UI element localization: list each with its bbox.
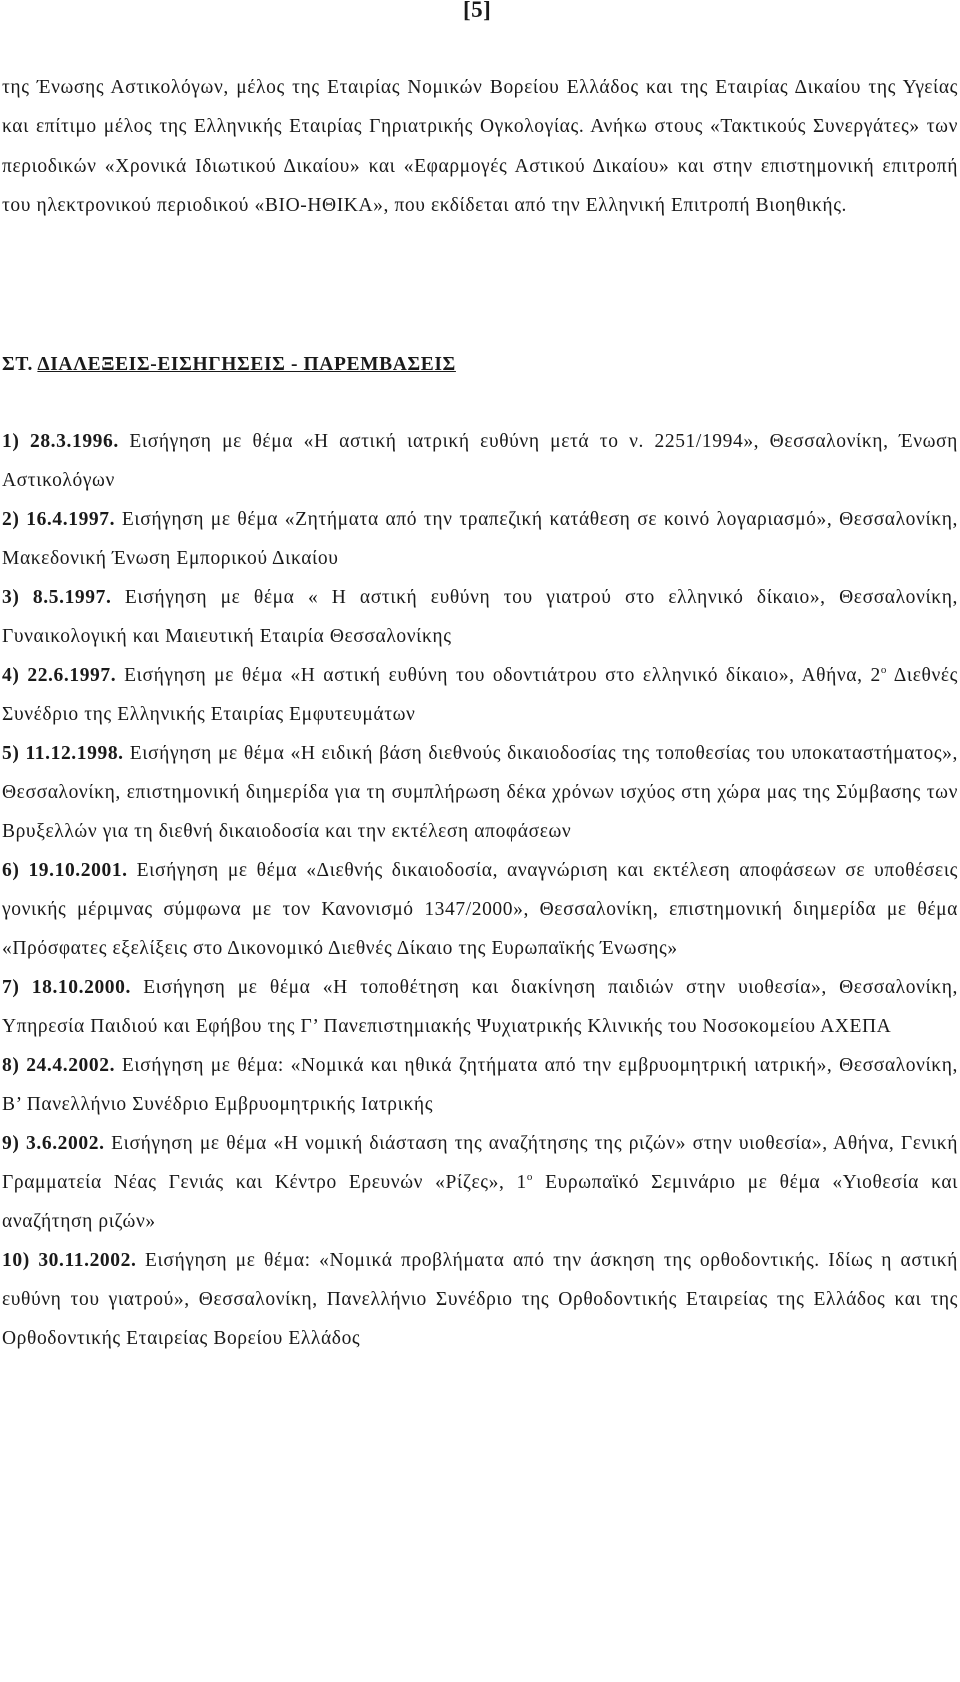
list-item: 8) 24.4.2002. Εισήγηση με θέμα: «Νομικά και ηθικά ζητήματα από την εμβρυομητρική ιατρική», Θεσσαλονίκη, Β’ Πανελλήνιο Συνέδριο Εμβρυομητρικής Ιατρικής	[2, 1055, 959, 1115]
list-item: 4) 22.6.1997. Εισήγηση με θέμα «Η αστική ευθύνη του οδοντιάτρου στο ελληνικό δίκαιο», Αθήνα, $2^o$ Διεθνές Συνέδριο της Ελληνικής Εταιρίας Εμφυτευμάτων	[2, 664, 958, 725]
list-item: 6) 19.10.2001. Εισήγηση με θέμα «Διεθνής δικαιοδοσία, αναγνώριση και εκτέλεση αποφάσεων σε υποθέσεις γονικής μέριμνας σύμφωνα με τον Κανονισμό 1347/2000», Θεσσαλονίκη, επιστημονική διημερίδα με θέμα «Πρόσφατες εξελίξεις στο Δικονομικό Διεθνές Δίκαιο της Ευρωπαϊκής Ένωσης»	[2, 860, 959, 959]
section-prefix: ΣΤ.	[2, 354, 38, 375]
list-item: 3) 8.5.1997. Εισήγηση με θέμα « Η αστική ευθύνη του γιατρού στο ελληνικό δίκαιο», Θεσσαλονίκη, Γυναικολογική και Μαιευτική Εταιρία Θεσσαλονίκης	[2, 587, 958, 647]
intro-paragraph: της Ένωσης Αστικολόγων, μέλος της Εταιρίας Νομικών Βορείου Ελλάδος και της Εταιρίας Δικαίου της Υγείας και επίτιμο μέλος της Ελληνικής Εταιρίας Γηριατρικής Ογκολογίας. Ανήκω στους «Τακτικούς Συνεργάτες» των περιοδικών «Χρονικά Ιδιωτικού Δικαίου» και «Εφαρμογές Αστικού Δικαίου» και στην επιστημονική επιτροπή του ηλεκτρονικού περιοδικού «ΒΙΟ-ΗΘΙΚΑ», που εκδίδεται από την Ελληνική Επιτροπή Βιοηθικής.	[2, 77, 958, 216]
section-title: ΔΙΑΛΕΞΕΙΣ-ΕΙΣΗΓΗΣΕΙΣ - ΠΑΡΕΜΒΑΣΕΙΣ	[37, 354, 456, 375]
list-item: 9) 3.6.2002. Εισήγηση με θέμα «Η νομική διάσταση της αναζήτησης της ριζών» στην υιοθεσία», Αθήνα, Γενική Γραμματεία Νέας Γενιάς και Κέντρο Ερευνών «Ρίζες», $1^o$ Ευρωπαϊκό Σεμινάριο με θέμα «Υιοθεσία και αναζήτηση ριζών»	[2, 1133, 958, 1232]
list-item: 1) 28.3.1996. Εισήγηση με θέμα «Η αστική ιατρική ευθύνη μετά το ν. 2251/1994», Θεσσαλονίκη, Ένωση Αστικολόγων	[2, 431, 958, 491]
list-item: 7) 18.10.2000. Εισήγηση με θέμα «Η τοποθέτηση και διακίνηση παιδιών στην υιοθεσία», Θεσσαλονίκη, Υπηρεσία Παιδιού και Εφήβου της Γ’ Πανεπιστημιακής Ψυχιατρικής Κλινικής του Νοσοκομείου ΑΧΕΠΑ	[2, 977, 959, 1037]
page-number: [5]	[463, 0, 492, 22]
section-heading	[2, 354, 456, 376]
list-item: 10) 30.11.2002. Εισήγηση με θέμα: «Νομικά προβλήματα από την άσκηση της ορθοδοντικής. Ιδίως η αστική ευθύνη του γιατρού», Θεσσαλονίκη, Πανελλήνιο Συνέδριο της Ορθοδοντικής Εταιρείας της Ελλάδος και της Ορθοδοντικής Εταιρείας Βορείου Ελλάδος	[2, 1250, 958, 1349]
list-item: 2) 16.4.1997. Εισήγηση με θέμα «Ζητήματα από την τραπεζική κατάθεση σε κοινό λογαριασμό», Θεσσαλονίκη, Μακεδονική Ένωση Εμπορικού Δικαίου	[2, 509, 958, 569]
lectures-list	[2, 422, 958, 1358]
list-item: 5) 11.12.1998. Εισήγηση με θέμα «Η ειδική βάση διεθνούς δικαιοδοσίας της τοποθεσίας του υποκαταστήματος», Θεσσαλονίκη, επιστημονική διημερίδα για τη συμπλήρωση δέκα χρόνων ισχύος στη χώρα μας της Σύμβασης των Βρυξελλών για τη διεθνή δικαιοδοσία και την εκτέλεση αποφάσεων	[2, 743, 958, 842]
